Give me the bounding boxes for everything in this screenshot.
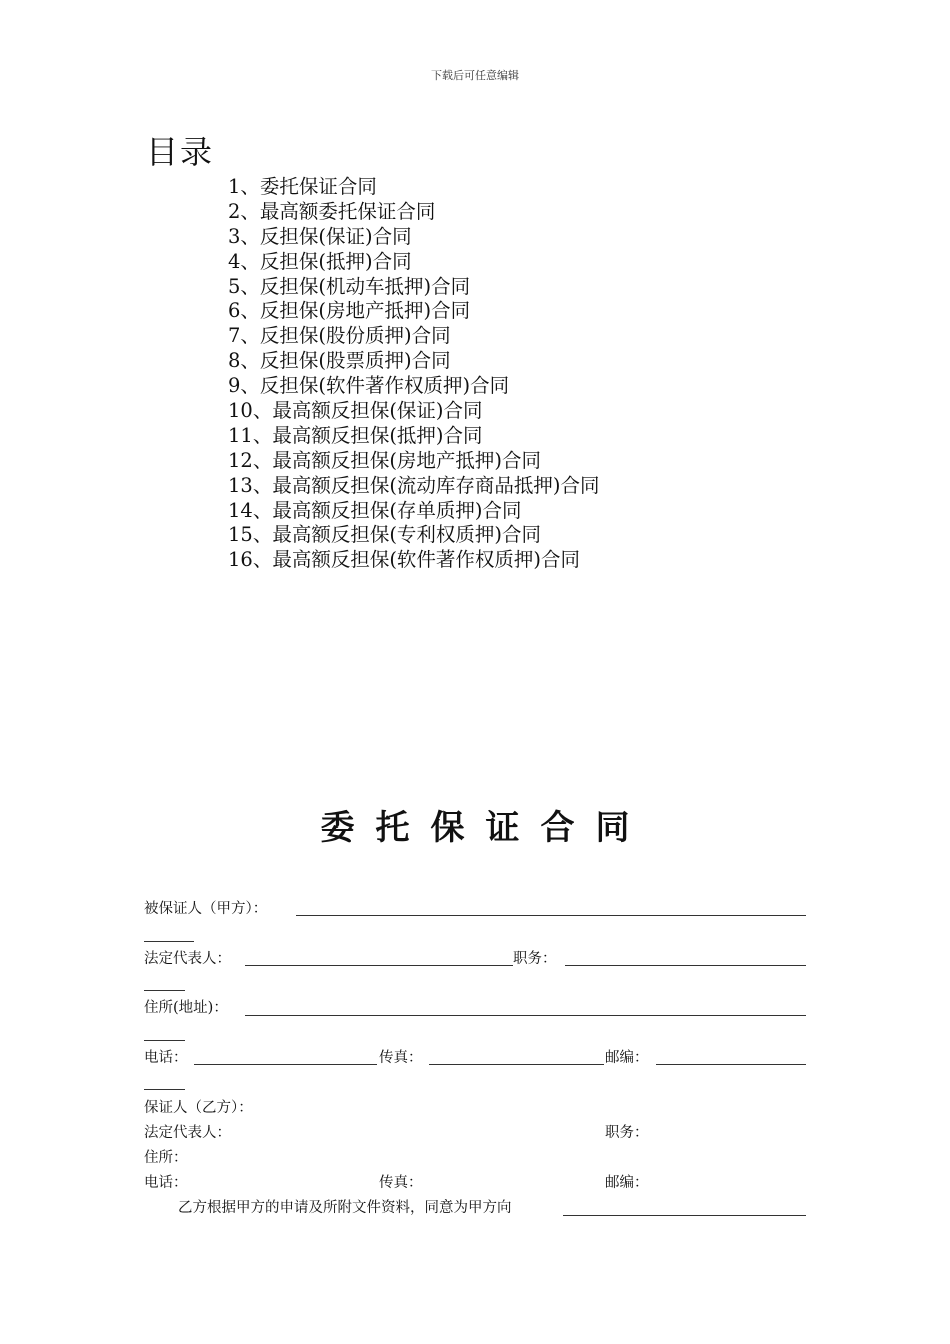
toc-item: 1、委托保证合同 [228,175,377,198]
party-a-position-field[interactable] [565,965,806,966]
toc-item: 5、反担保(机动车抵押)合同 [228,274,471,298]
guarantee-recipient-field[interactable] [563,1215,806,1216]
contract-title: 委托保证合同 [320,808,651,848]
party-a-address-field-cont [144,1040,185,1041]
party-a-postcode-label: 邮编： [605,1050,649,1066]
party-a-legal-rep-field[interactable] [245,965,513,966]
contract-body-paragraph: 乙方根据甲方的申请及所附文件资料，同意为甲方向 [178,1200,512,1216]
toc-list [228,175,600,573]
party-a-label: 被保证人（甲方）： [144,901,268,917]
party-b-legal-rep-label: 法定代表人： [144,1125,231,1141]
party-b-position-label: 职务： [605,1125,649,1141]
party-b-phone-label: 电话： [144,1175,188,1191]
toc-item: 16、最高额反担保(软件著作权质押)合同 [228,548,581,572]
party-a-postcode-field-cont [144,1089,185,1090]
page-header-note: 下载后可任意编辑 [431,69,519,82]
toc-item: 4、反担保(抵押)合同 [228,249,412,273]
party-a-phone-label: 电话： [144,1050,188,1066]
party-b-postcode-label: 邮编： [605,1175,649,1191]
toc-item: 6、反担保(房地产抵押)合同 [228,299,471,323]
party-b-address-label: 住所： [144,1150,188,1166]
party-a-position-field-cont [144,990,185,991]
toc-item: 7、反担保(股份质押)合同 [228,324,451,348]
party-a-fax-label: 传真： [379,1050,423,1066]
toc-title: 目录 [146,133,215,171]
toc-item: 12、最高额反担保(房地产抵押)合同 [228,448,542,472]
toc-item: 9、反担保(软件著作权质押)合同 [228,374,510,398]
party-a-position-label: 职务： [513,951,557,967]
toc-item: 8、反担保(股票质押)合同 [228,349,451,373]
toc-item: 13、最高额反担保(流动库存商品抵押)合同 [228,473,600,497]
party-a-name-field[interactable] [296,915,806,916]
party-b-fax-label: 传真： [379,1175,423,1191]
toc-item: 15、最高额反担保(专利权质押)合同 [228,523,542,547]
toc-item: 11、最高额反担保(抵押)合同 [228,423,483,447]
party-a-name-field-cont [144,941,194,942]
toc-item: 3、反担保(保证)合同 [228,224,412,248]
party-a-phone-field[interactable] [194,1064,377,1065]
toc-item: 2、最高额委托保证合同 [228,199,436,223]
toc-item: 14、最高额反担保(存单质押)合同 [228,498,522,522]
party-a-address-label: 住所(地址)： [144,1000,228,1016]
party-a-address-field[interactable] [245,1015,806,1016]
party-a-postcode-field[interactable] [656,1064,806,1065]
party-a-fax-field[interactable] [429,1064,604,1065]
toc-item: 10、最高额反担保(保证)合同 [228,399,483,423]
party-a-legal-rep-label: 法定代表人： [144,951,231,967]
party-b-label: 保证人（乙方）： [144,1100,253,1116]
